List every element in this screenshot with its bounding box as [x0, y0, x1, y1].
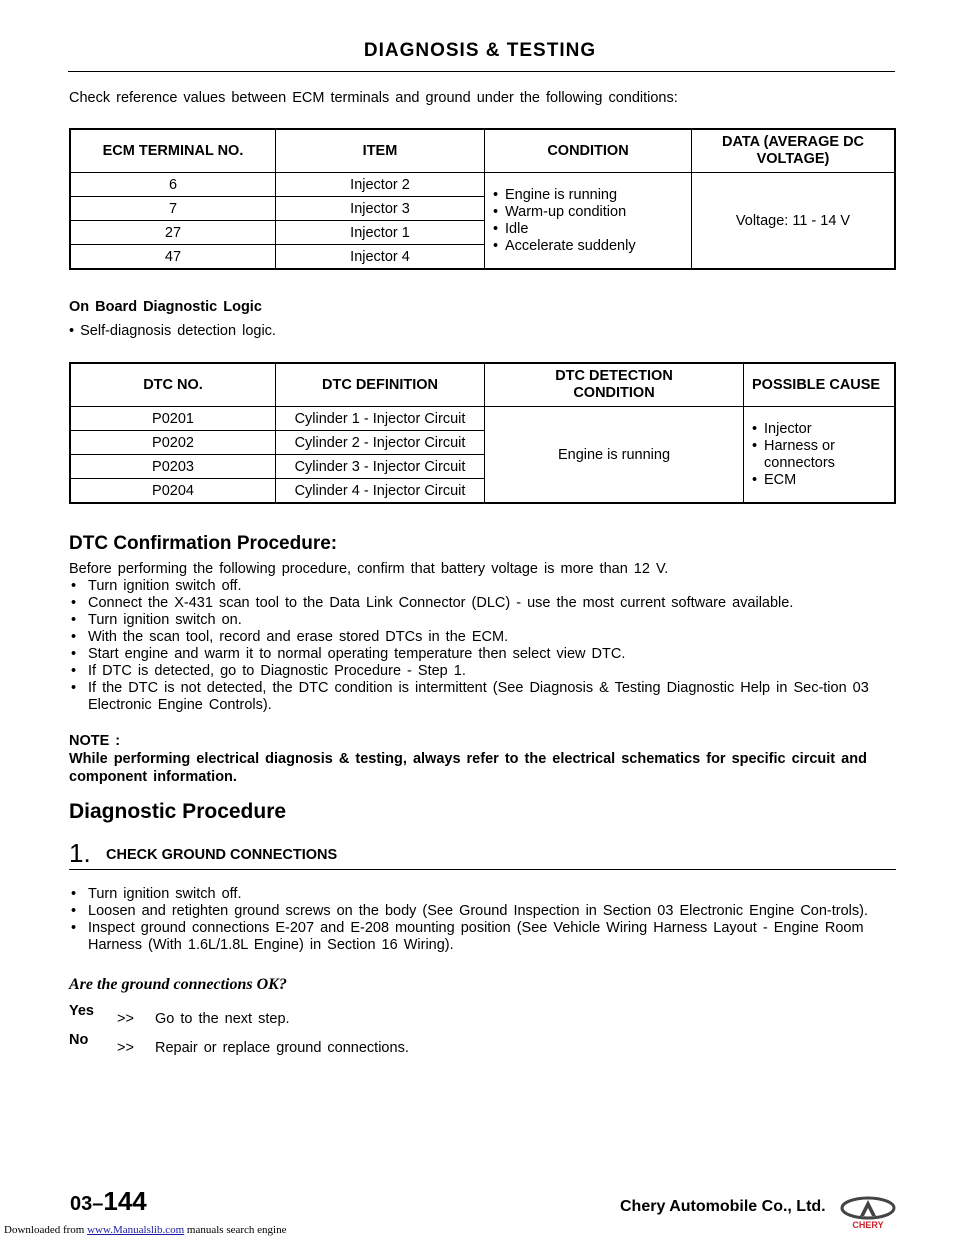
- ecm-terminal-table: [69, 128, 896, 270]
- step-text: Turn ignition switch on.: [88, 612, 242, 628]
- manualslib-link[interactable]: www.Manualslib.com: [87, 1224, 185, 1236]
- procedure-bullets: [71, 886, 891, 954]
- terminal-cell: 6: [70, 173, 276, 197]
- obd-bullet: [69, 323, 276, 340]
- list-item: [493, 187, 687, 204]
- answer-text: Repair or replace ground connections.: [155, 1040, 409, 1056]
- page-number: [70, 1186, 147, 1217]
- dtc-cell: P0201: [70, 407, 276, 431]
- list-item: [752, 438, 890, 472]
- cause-text: Injector: [764, 420, 812, 437]
- cause-text: ECM: [764, 471, 797, 488]
- bullet-icon: •: [752, 437, 758, 454]
- watermark-prefix: Downloaded from: [4, 1224, 88, 1236]
- step-text: Connect the X-431 scan tool to the Data Link Connector (DLC) - use the most current software available.: [88, 595, 794, 611]
- table2-header-cause: POSSIBLE CAUSE: [744, 363, 896, 407]
- definition-cell: Cylinder 3 - Injector Circuit: [276, 455, 485, 479]
- bullet-icon: •: [71, 903, 77, 919]
- list-item: [493, 204, 687, 221]
- list-item: [71, 903, 891, 920]
- list-item: [71, 595, 891, 612]
- condition-text: Warm-up condition: [505, 203, 627, 220]
- page-prefix: 03–: [70, 1193, 104, 1215]
- list-item: [752, 421, 890, 438]
- table1-header-data: [692, 129, 896, 173]
- bullet-icon: •: [493, 186, 499, 203]
- answer-text: Go to the next step.: [155, 1011, 290, 1027]
- table1-header-terminal: ECM TERMINAL NO.: [70, 129, 276, 173]
- table1-header-condition: CONDITION: [485, 129, 692, 173]
- bullet-icon: •: [71, 629, 77, 645]
- step-text: Start engine and warm it to normal operating temperature then select view DTC.: [88, 646, 626, 662]
- step-text: Turn ignition switch off.: [88, 886, 242, 902]
- definition-cell: Cylinder 4 - Injector Circuit: [276, 479, 485, 504]
- step-number: 1.: [69, 838, 91, 868]
- table2-header-dtc: DTC NO.: [70, 363, 276, 407]
- bullet-icon: •: [493, 203, 499, 220]
- bullet-icon: •: [71, 920, 77, 936]
- list-item: [71, 612, 891, 629]
- condition-text: Idle: [505, 220, 529, 237]
- list-item: [71, 920, 891, 954]
- condition-text: Accelerate suddenly: [505, 237, 636, 254]
- list-item: [71, 578, 891, 595]
- obd-bullet-text: Self-diagnosis detection logic.: [80, 323, 276, 339]
- bullet-icon: •: [752, 420, 758, 437]
- logo-text: CHERY: [852, 1220, 884, 1230]
- answer-arrow: >>: [117, 1011, 134, 1027]
- confirmation-heading: DTC Confirmation Procedure:: [69, 533, 338, 554]
- list-item: [71, 886, 891, 903]
- page-number-value: 144: [103, 1186, 147, 1216]
- item-cell: Injector 4: [276, 245, 485, 270]
- step-text: If DTC is detected, go to Diagnostic Procedure - Step 1.: [88, 663, 466, 679]
- bullet-icon: •: [752, 471, 758, 488]
- answer-yes: [69, 1003, 290, 1027]
- page-header-title: DIAGNOSIS & TESTING: [363, 40, 597, 61]
- dtc-cell: P0202: [70, 431, 276, 455]
- chery-logo: [838, 1196, 898, 1230]
- procedure-heading: Diagnostic Procedure: [69, 800, 287, 823]
- answer-no: [69, 1032, 409, 1056]
- step-title: CHECK GROUND CONNECTIONS: [106, 847, 338, 863]
- answer-arrow: >>: [117, 1040, 134, 1056]
- answer-label: Yes: [69, 1003, 94, 1019]
- table-row: [70, 173, 895, 197]
- dtc-cell: P0203: [70, 455, 276, 479]
- table1-header-data-text: DATA (AVERAGE DC VOLTAGE): [721, 134, 865, 167]
- item-cell: Injector 2: [276, 173, 485, 197]
- chery-logo-icon: [838, 1196, 898, 1230]
- table1-header-item: ITEM: [276, 129, 485, 173]
- definition-cell: Cylinder 1 - Injector Circuit: [276, 407, 485, 431]
- table-row: [70, 407, 895, 431]
- watermark-suffix: manuals search engine: [184, 1224, 287, 1236]
- note-text: While performing electrical diagnosis & testing, always refer to the electrical schematics for specific circuit and component information.: [69, 751, 867, 785]
- obd-heading: On Board Diagnostic Logic: [69, 299, 262, 315]
- list-item: [71, 629, 891, 646]
- bullet-icon: •: [71, 663, 77, 679]
- company-name: Chery Automobile Co., Ltd.: [620, 1198, 826, 1215]
- answer-label: No: [69, 1032, 89, 1048]
- dtc-table: [69, 362, 896, 504]
- condition-text: Engine is running: [505, 186, 618, 203]
- procedure-question: Are the ground connections OK?: [69, 976, 287, 993]
- dtc-cell: P0204: [70, 479, 276, 504]
- step-text: Loosen and retighten ground screws on the body (See Ground Inspection in Section 03 Electronic Engine Con-trols).: [88, 903, 869, 919]
- item-cell: Injector 3: [276, 197, 485, 221]
- step-text: With the scan tool, record and erase stored DTCs in the ECM.: [88, 629, 509, 645]
- table2-header-detection: DTC DETECTION CONDITION: [485, 363, 744, 407]
- note-label: NOTE :: [69, 733, 121, 749]
- list-item: [71, 646, 891, 663]
- header-rule: [68, 71, 895, 72]
- confirmation-intro: Before performing the following procedure, confirm that battery voltage is more than 12 V.: [69, 561, 669, 577]
- bullet-icon: •: [71, 578, 77, 594]
- list-item: [71, 680, 891, 714]
- bullet-icon: •: [71, 886, 77, 902]
- bullet-icon: •: [69, 323, 75, 339]
- list-item: [752, 472, 890, 489]
- detection-cell: Engine is running: [485, 407, 744, 504]
- step-rule: [69, 869, 896, 870]
- list-item: [493, 238, 687, 255]
- bullet-icon: •: [493, 220, 499, 237]
- definition-cell: Cylinder 2 - Injector Circuit: [276, 431, 485, 455]
- terminal-cell: 27: [70, 221, 276, 245]
- terminal-cell: 7: [70, 197, 276, 221]
- data-cell: Voltage: 11 - 14 V: [692, 173, 896, 270]
- intro-text: Check reference values between ECM terminals and ground under the following conditions:: [69, 90, 678, 106]
- watermark: [4, 1224, 286, 1236]
- bullet-icon: •: [71, 646, 77, 662]
- condition-cell: [485, 173, 692, 270]
- step-text: Turn ignition switch off.: [88, 578, 242, 594]
- confirmation-steps: [71, 578, 891, 714]
- bullet-icon: •: [71, 612, 77, 628]
- list-item: [71, 663, 891, 680]
- step-text: Inspect ground connections E-207 and E-208 mounting position (See Vehicle Wiring Harness Layout - Engine Room Harness (With 1.6L/1.8L Engine) in Section 16 Wiring).: [88, 920, 864, 953]
- item-cell: Injector 1: [276, 221, 485, 245]
- table2-header-definition: DTC DEFINITION: [276, 363, 485, 407]
- cause-cell: [744, 407, 896, 504]
- list-item: [493, 221, 687, 238]
- bullet-icon: •: [493, 237, 499, 254]
- step-text: If the DTC is not detected, the DTC condition is intermittent (See Diagnosis & Testing Diagnostic Help in Sec-tion 03 Electronic Engine Controls).: [88, 680, 869, 713]
- cause-text: Harness or connectors: [764, 437, 835, 471]
- bullet-icon: •: [71, 595, 77, 611]
- terminal-cell: 47: [70, 245, 276, 270]
- bullet-icon: •: [71, 680, 77, 696]
